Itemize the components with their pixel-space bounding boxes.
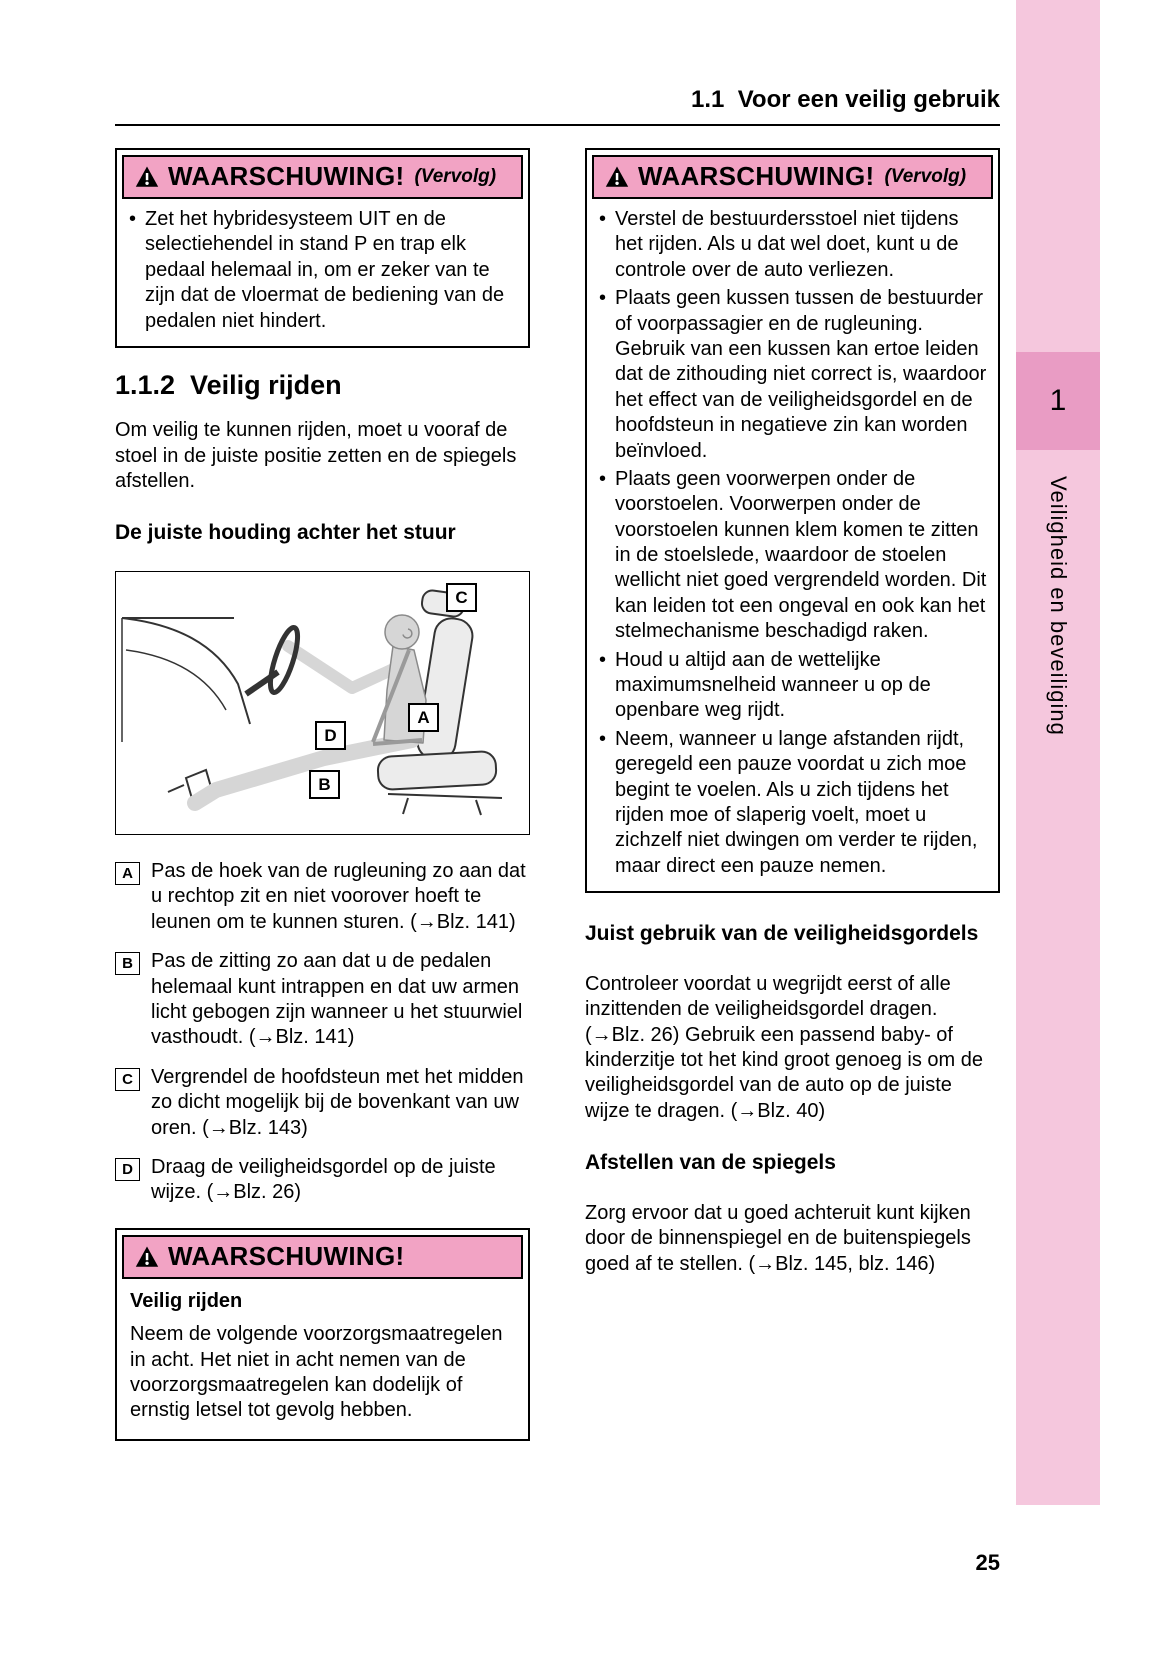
chapter-number: 1	[1049, 384, 1067, 417]
paragraph-seatbelt-use: Controleer voordat u wegrijdt eerst of alle inzittenden de veiligheidsgordel dragen. (→Blz. 26) Gebruik een passend baby- of kinderzitje tot het kind groot genoeg is om de veiligheidsgordel van de auto op de juiste wijze te dragen. (→Blz. 40)	[585, 972, 984, 1122]
right-column	[585, 148, 1000, 1461]
subheading-seatbelt-use: Juist gebruik van de veiligheidsgordels	[585, 922, 979, 946]
warning-text: Neem de volgende voorzorgsmaatregelen in acht. Het niet in acht nemen van de voorzorgsmaatregelen kan dodelijk of ernstig letsel tot gevolg hebben.	[130, 1323, 503, 1422]
warning-bullet: • Plaats geen voorwerpen onder de voorstoelen. Voorwerpen onder de voorstoelen kunnen klem komen te zitten in de stoelslede, waardoor de stoelen wellicht niet goed vergrendeld worden. Dit kan leiden tot een ongeval en ook kan het stelmechanisme beschadigd raken.	[598, 467, 989, 645]
warning-bullet: • Zet het hybridesysteem UIT en de selectiehendel in stand P en trap elk pedaal helemaal in, om er zeker van te zijn dat de vloermat de bediening van de pedalen niet hindert.	[128, 207, 519, 334]
warning-bullet-list	[592, 199, 993, 886]
list-item-d	[115, 1155, 530, 1206]
chapter-sidebar-band	[1016, 0, 1100, 1505]
warning-header	[122, 155, 523, 199]
warning-box-continued-right	[585, 148, 1000, 893]
content-columns	[115, 148, 1000, 1461]
warning-title: WAARSCHUWING!	[168, 161, 405, 192]
warning-bullet: • Plaats geen kussen tussen de bestuurder of voorpassagier en de rugleuning. Gebruik van een kussen kan ertoe leiden dat de zithouding niet correct is, waardoor het effect van de veiligheidsgordel en de hoofdsteun in negatieve zin kan worden beïnvloed.	[598, 286, 989, 464]
chapter-title-vertical	[1016, 476, 1100, 741]
figure-callout-b: B	[309, 770, 340, 799]
warning-triangle-icon	[134, 165, 160, 189]
intro-paragraph: Om veilig te kunnen rijden, moet u vooraf de stoel in de juiste positie zetten en de spiegels afstellen.	[115, 419, 517, 493]
warning-bullet: • Neem, wanneer u lange afstanden rijdt, geregeld een pauze voordat u zich moe begint te voelen. Als u zich tijdens het rijden moe of slaperig voelt, moet u zichzelf niet dwingen om verder te rijden, maar direct een pauze nemen.	[598, 727, 989, 879]
warning-subheading: Veilig rijden	[130, 1289, 243, 1312]
warning-header	[592, 155, 993, 199]
list-item-c	[115, 1065, 530, 1141]
figure-callout-c: C	[446, 583, 477, 612]
paragraph-mirror-adjust: Zorg ervoor dat u goed achteruit kunt kijken door de binnenspiegel en de buitenspiegels goed af te stellen. (→Blz. 145, blz. 146)	[585, 1201, 971, 1275]
item-letter-box: A	[115, 862, 140, 885]
warning-continued-label: (Vervolg)	[414, 165, 497, 187]
item-text: Pas de hoek van de rugleuning zo aan dat u rechtop zit en niet voorover hoeft te leunen om te kunnen sturen. (→Blz. 141)	[151, 860, 526, 933]
figure-callout-d: D	[315, 721, 346, 750]
item-text: Vergrendel de hoofdsteun met het midden zo dicht mogelijk bij de bovenkant van uw oren. (→Blz. 143)	[151, 1065, 524, 1139]
warning-triangle-icon	[134, 1245, 160, 1269]
item-letter-box: D	[115, 1158, 140, 1181]
chapter-title-text: Veiligheid en beveiliging	[1046, 476, 1071, 736]
warning-triangle-icon	[604, 165, 630, 189]
item-letter-box: B	[115, 952, 140, 975]
warning-header	[122, 1235, 523, 1279]
warning-continued-label: (Vervolg)	[884, 165, 967, 187]
item-letter-box: C	[115, 1068, 140, 1091]
page-header-title: 1.1 Voor een veilig gebruik	[691, 86, 1000, 113]
page-number: 25	[975, 1550, 1000, 1575]
warning-bullet: • Verstel de bestuurdersstoel niet tijdens het rijden. Als u dat wel doet, kunt u de controle over de auto verliezen.	[598, 207, 989, 283]
subheading-seating-position: De juiste houding achter het stuur	[115, 521, 456, 545]
figure-callout-a: A	[408, 703, 439, 732]
section-heading: 1.1.2 Veilig rijden	[115, 369, 342, 400]
warning-body	[122, 1279, 523, 1434]
warning-bullet: • Houd u altijd aan de wettelijke maximumsnelheid wanneer u op de openbare weg rijdt.	[598, 648, 989, 724]
warning-box-continued-left	[115, 148, 530, 348]
warning-title: WAARSCHUWING!	[638, 161, 875, 192]
list-item-b	[115, 949, 530, 1051]
item-text: Pas de zitting zo aan dat u de pedalen helemaal kunt intrappen en dat uw armen licht gebogen zijn wanneer u het stuurwiel vasthoudt. (→Blz. 141)	[151, 950, 523, 1049]
warning-bullet-list	[122, 199, 523, 341]
chapter-number-tab	[1016, 352, 1100, 450]
warning-box-safe-driving	[115, 1228, 530, 1441]
item-text: Draag de veiligheidsgordel op de juiste wijze. (→Blz. 26)	[151, 1155, 496, 1204]
warning-title: WAARSCHUWING!	[168, 1241, 405, 1272]
list-item-a	[115, 859, 530, 935]
subheading-mirror-adjust: Afstellen van de spiegels	[585, 1151, 836, 1175]
header-rule	[115, 124, 1000, 126]
left-column	[115, 148, 530, 1461]
seating-position-figure	[115, 571, 530, 835]
